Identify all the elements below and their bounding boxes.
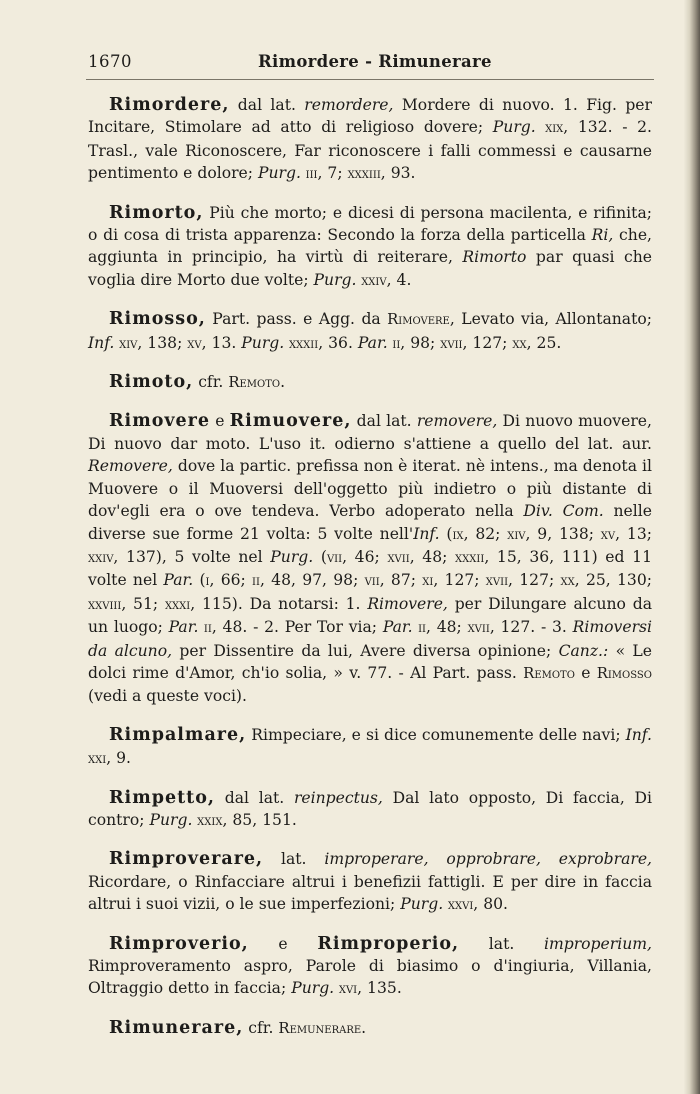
small-caps-text: ii bbox=[412, 619, 427, 637]
small-caps-text: xiv bbox=[507, 525, 526, 543]
entry-text: dal lat. bbox=[229, 96, 305, 114]
small-caps-text: xvii bbox=[467, 619, 490, 637]
entry-rimosso bbox=[88, 308, 652, 355]
small-caps-text: ii bbox=[198, 619, 212, 637]
entry-text: , 127; bbox=[433, 571, 486, 590]
entry-text: Dal lato opposto, Di faccia, Di contro; bbox=[88, 788, 652, 829]
entry-text: , 93. bbox=[380, 164, 416, 183]
entry-text: , 98; bbox=[400, 333, 441, 352]
headword: Rimpetto, bbox=[109, 787, 216, 808]
entry-text: Rimpeciare, e si dice comunemente delle navi; bbox=[246, 725, 626, 744]
italic-text: Par. bbox=[163, 571, 194, 590]
entry-text: cfr. bbox=[193, 373, 229, 392]
italic-text: improperare, opprobrare, exprobrare, bbox=[324, 850, 653, 869]
small-caps-text: Rimovere bbox=[387, 311, 450, 329]
entry-text: par quasi che voglia dire Morto due volte; bbox=[88, 248, 652, 289]
entry-text: , 66; bbox=[209, 571, 253, 590]
entry-text: Rimproveramento aspro, Parole di biasimo o d'ingiuria, Villania, Oltraggio detto in faccia; bbox=[88, 957, 652, 998]
small-caps-text: xvii bbox=[485, 572, 509, 590]
headword: Rimordere, bbox=[109, 95, 230, 115]
small-caps-text: ix bbox=[452, 525, 464, 543]
small-caps-text: xx bbox=[512, 334, 527, 352]
italic-text: Purg. bbox=[241, 333, 285, 352]
page-number: 1670 bbox=[88, 52, 132, 71]
headword: Rimproperio, bbox=[317, 933, 460, 954]
italic-text: Par. bbox=[382, 618, 413, 637]
entry-text: che, aggiunta in principio, ha virtù di reiterare, bbox=[88, 226, 653, 267]
small-caps-text: ii bbox=[252, 572, 260, 590]
entry-rimovere bbox=[88, 410, 652, 707]
small-caps-text: xxxi bbox=[164, 595, 191, 613]
entry-text: e bbox=[248, 934, 318, 953]
small-caps-text: ii bbox=[387, 334, 401, 352]
small-caps-text: xxiv bbox=[356, 271, 387, 289]
italic-text: Div. Com. bbox=[523, 502, 604, 521]
entry-text: , 132. - 2. Trasl., vale Riconoscere, Far riconoscere i falli commessi e causarne pentimento e dolore; bbox=[88, 118, 652, 183]
entry-text: cfr. bbox=[243, 1018, 279, 1037]
entry-text: , 13; bbox=[615, 524, 652, 543]
small-caps-text: vii bbox=[326, 548, 343, 566]
italic-text: Ri, bbox=[591, 226, 614, 245]
small-caps-text: xxvi bbox=[443, 896, 474, 914]
entry-text: Part. pass. e Agg. da bbox=[205, 310, 388, 329]
headword: Rimoto, bbox=[109, 372, 194, 393]
entry-text: Ricordare, o Rinfacciare altrui i benefizii fattigli. E per dire in faccia altrui i suoi vizii, o le sue imperfezioni; bbox=[88, 872, 652, 914]
entry-text: , 127. - 3. bbox=[489, 618, 573, 637]
small-caps-text: xxi bbox=[88, 750, 107, 768]
entry-text: Di nuovo muovere, Di nuovo dar moto. L'uso it. odierno s'attiene a quello del lat. aur. bbox=[88, 412, 652, 453]
italic-text: Purg. bbox=[270, 547, 314, 566]
italic-text: Removere, bbox=[88, 457, 173, 476]
small-caps-text: xv bbox=[600, 525, 616, 543]
entry-rimproverare bbox=[88, 848, 652, 916]
entry-text: , 115). Da notarsi: 1. bbox=[190, 594, 368, 613]
entry-text: , 13. bbox=[201, 333, 242, 352]
entry-text: , 51; bbox=[121, 594, 165, 613]
entry-text: , 127; bbox=[508, 571, 561, 590]
entry-text: ( bbox=[439, 524, 453, 543]
entry-text: , 4. bbox=[386, 270, 412, 289]
italic-text: Rimovere, bbox=[367, 594, 448, 613]
entry-text: , 48. - 2. Per Tor via; bbox=[211, 618, 383, 637]
headword: Rimunerare, bbox=[109, 1017, 244, 1038]
italic-text: remordere, bbox=[304, 96, 394, 114]
small-caps-text: xxxii bbox=[455, 548, 485, 566]
entry-text: , Levato via, Allontanato; bbox=[449, 310, 653, 329]
italic-text: Inf. bbox=[625, 725, 652, 744]
entry-text: ( bbox=[193, 571, 206, 590]
entry-text: , 138; bbox=[137, 333, 188, 352]
book-spine-shadow bbox=[684, 0, 700, 1094]
small-caps-text: xi bbox=[422, 572, 434, 590]
entry-rimproverio bbox=[88, 933, 652, 1001]
entry-text: , 87; bbox=[379, 571, 423, 590]
entry-rimpalmare bbox=[88, 724, 652, 771]
italic-text: Inf. bbox=[88, 333, 115, 352]
entry-text: , 80. bbox=[473, 895, 509, 914]
entry-text: , 137), 5 volte nel bbox=[113, 547, 271, 566]
entry-text: , 127; bbox=[462, 333, 513, 352]
small-caps-text: vii bbox=[364, 572, 380, 590]
entry-text: . bbox=[280, 373, 286, 392]
entry-text: , 48, 97, 98; bbox=[259, 571, 365, 590]
headword: Rimuovere, bbox=[229, 411, 352, 432]
entry-text: lat. bbox=[459, 934, 544, 953]
dictionary-entries bbox=[88, 94, 652, 1056]
italic-text: Purg. bbox=[492, 118, 536, 137]
italic-text: reinpectus, bbox=[293, 788, 383, 807]
italic-text: removere, bbox=[416, 412, 498, 431]
italic-text: improperium, bbox=[543, 934, 652, 953]
entry-text: , 36. bbox=[318, 333, 358, 352]
small-caps-text: xix bbox=[535, 119, 564, 137]
small-caps-text: iii bbox=[300, 165, 318, 183]
italic-text: Canz.: bbox=[558, 641, 609, 660]
entry-text: e bbox=[574, 663, 597, 682]
entry-rimpetto bbox=[88, 787, 652, 833]
headword: Rimproverare, bbox=[109, 849, 264, 870]
entry-text: , 9. bbox=[106, 749, 131, 768]
italic-text: Rimorto bbox=[462, 248, 527, 267]
entry-text: Mordere di nuovo. 1. Fig. per Incitare, Stimolare ad atto di religioso dovere; bbox=[88, 96, 652, 137]
entry-text: , 135. bbox=[357, 979, 402, 998]
small-caps-text: Remunerare bbox=[278, 1019, 362, 1037]
entry-rimunerare bbox=[88, 1017, 652, 1040]
small-caps-text: xvii bbox=[440, 334, 463, 352]
entry-text: , 46; bbox=[342, 547, 388, 566]
headword: Rimovere bbox=[109, 411, 211, 432]
entry-text: dal lat. bbox=[351, 412, 417, 431]
italic-text: Par. bbox=[357, 333, 388, 352]
small-caps-text: xvii bbox=[387, 548, 410, 566]
small-caps-text: xxviii bbox=[88, 595, 122, 613]
entry-text: , 48; bbox=[426, 618, 468, 637]
small-caps-text: xv bbox=[187, 334, 202, 352]
entry-text: per Dilungare alcuno da un luogo; bbox=[88, 594, 653, 637]
small-caps-text: xiv bbox=[114, 334, 138, 352]
entry-text: lat. bbox=[263, 850, 325, 869]
small-caps-text: xxxii bbox=[284, 334, 319, 352]
small-caps-text: xx bbox=[560, 572, 575, 590]
entry-text: dal lat. bbox=[215, 788, 294, 807]
small-caps-text: xxix bbox=[192, 811, 223, 829]
entry-text: (vedi a queste voci). bbox=[88, 687, 247, 706]
page-header bbox=[88, 52, 652, 76]
entry-text: , 48; bbox=[409, 547, 456, 566]
header-rule bbox=[86, 79, 654, 80]
entry-rimorto bbox=[88, 202, 652, 293]
entry-text: , 15, 36, 111) ed 11 volte nel bbox=[88, 547, 653, 590]
entry-text: , 25, 130; bbox=[574, 571, 653, 590]
entry-text: nelle diverse sue forme 21 volta: 5 volte nell' bbox=[88, 502, 652, 543]
entry-text: dove la partic. prefissa non è iterat. nè intens., ma denota il Muovere o il Muoversi dell'oggetto più indietro o più distante di dov'egli era o ove tendeva. Verbo adoperato nella bbox=[88, 457, 652, 521]
italic-text: Purg. bbox=[313, 270, 357, 289]
headword: Rimpalmare, bbox=[109, 724, 247, 745]
small-caps-text: xvi bbox=[334, 980, 358, 998]
headword: Rimorto, bbox=[109, 202, 204, 223]
entry-text: , 9, 138; bbox=[525, 524, 601, 543]
entry-text: « Le dolci rime d'Amor, ch'io solia, » v. 77. - Al Part. pass. bbox=[88, 641, 653, 682]
italic-text: Purg. bbox=[149, 810, 193, 829]
italic-text: Inf. bbox=[413, 524, 440, 543]
entry-rimordere bbox=[88, 94, 652, 186]
entry-text: , 7; bbox=[317, 164, 348, 183]
small-caps-text: i bbox=[205, 572, 210, 590]
headword: Rimosso, bbox=[109, 309, 206, 330]
italic-text: Purg. bbox=[291, 979, 335, 998]
small-caps-text: Rimosso bbox=[596, 664, 652, 682]
entry-text: , 25. bbox=[526, 333, 562, 352]
headword: Rimproverio, bbox=[109, 933, 249, 954]
small-caps-text: Remoto bbox=[228, 374, 281, 392]
entry-text: , 85, 151. bbox=[222, 810, 297, 829]
entry-rimoto bbox=[88, 371, 652, 394]
small-caps-text: xxiv bbox=[88, 548, 114, 566]
small-caps-text: xxxiii bbox=[347, 165, 381, 183]
running-title: Rimordere - Rimunerare bbox=[258, 52, 492, 71]
entry-text: per Dissentire da lui, Avere diversa opinione; bbox=[172, 641, 559, 660]
italic-text: Purg. bbox=[258, 164, 301, 183]
entry-text: Più che morto; e dicesi di persona macilenta, e rifinita; o di cosa di trista apparenza: Secondo la forza della particella bbox=[88, 203, 652, 245]
entry-text: . bbox=[361, 1018, 367, 1037]
small-caps-text: Remoto bbox=[523, 664, 575, 682]
entry-text: e bbox=[210, 412, 230, 431]
entry-text: ( bbox=[313, 547, 327, 566]
italic-text: Purg. bbox=[400, 895, 444, 914]
entry-text: , 82; bbox=[463, 524, 508, 543]
italic-text: Par. bbox=[168, 618, 199, 637]
italic-text: Rimoversi da alcuno, bbox=[88, 618, 653, 660]
